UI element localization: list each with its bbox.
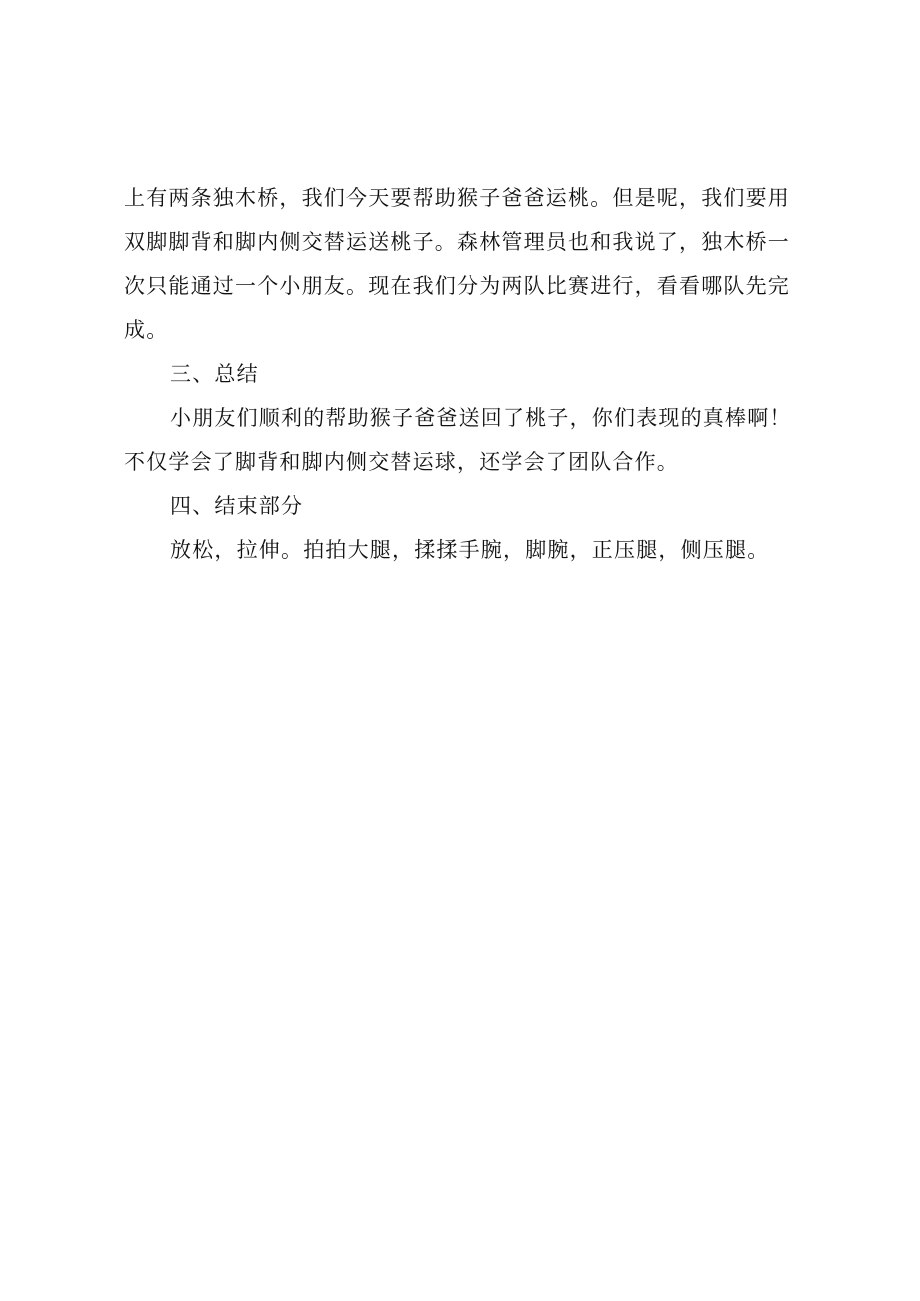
section-heading-ending: 四、结束部分 bbox=[170, 494, 304, 518]
text-line: 不仅学会了脚背和脚内侧交替运球，还学会了团队合作。 bbox=[124, 450, 679, 474]
text-line: 次只能通过一个小朋友。现在我们分为两队比赛进行，看看哪队先完 bbox=[124, 274, 790, 298]
text-line: 双脚脚背和脚内侧交替运送桃子。森林管理员也和我说了，独木桥一 bbox=[124, 230, 790, 254]
paragraph-ending bbox=[124, 528, 824, 572]
text-line: 上有两条独木桥，我们今天要帮助猴子爸爸运桃。但是呢，我们要用 bbox=[124, 186, 790, 210]
text-line: 成。 bbox=[124, 318, 169, 342]
paragraph-continued bbox=[124, 176, 824, 352]
text-line: 小朋友们顺利的帮助猴子爸爸送回了桃子，你们表现的真棒啊！ bbox=[170, 406, 792, 430]
document-body bbox=[124, 176, 824, 572]
section-heading-summary: 三、总结 bbox=[170, 362, 259, 386]
paragraph-summary bbox=[124, 396, 824, 484]
text-line: 放松，拉伸。拍拍大腿，揉揉手腕，脚腕，正压腿，侧压腿。 bbox=[170, 538, 770, 562]
